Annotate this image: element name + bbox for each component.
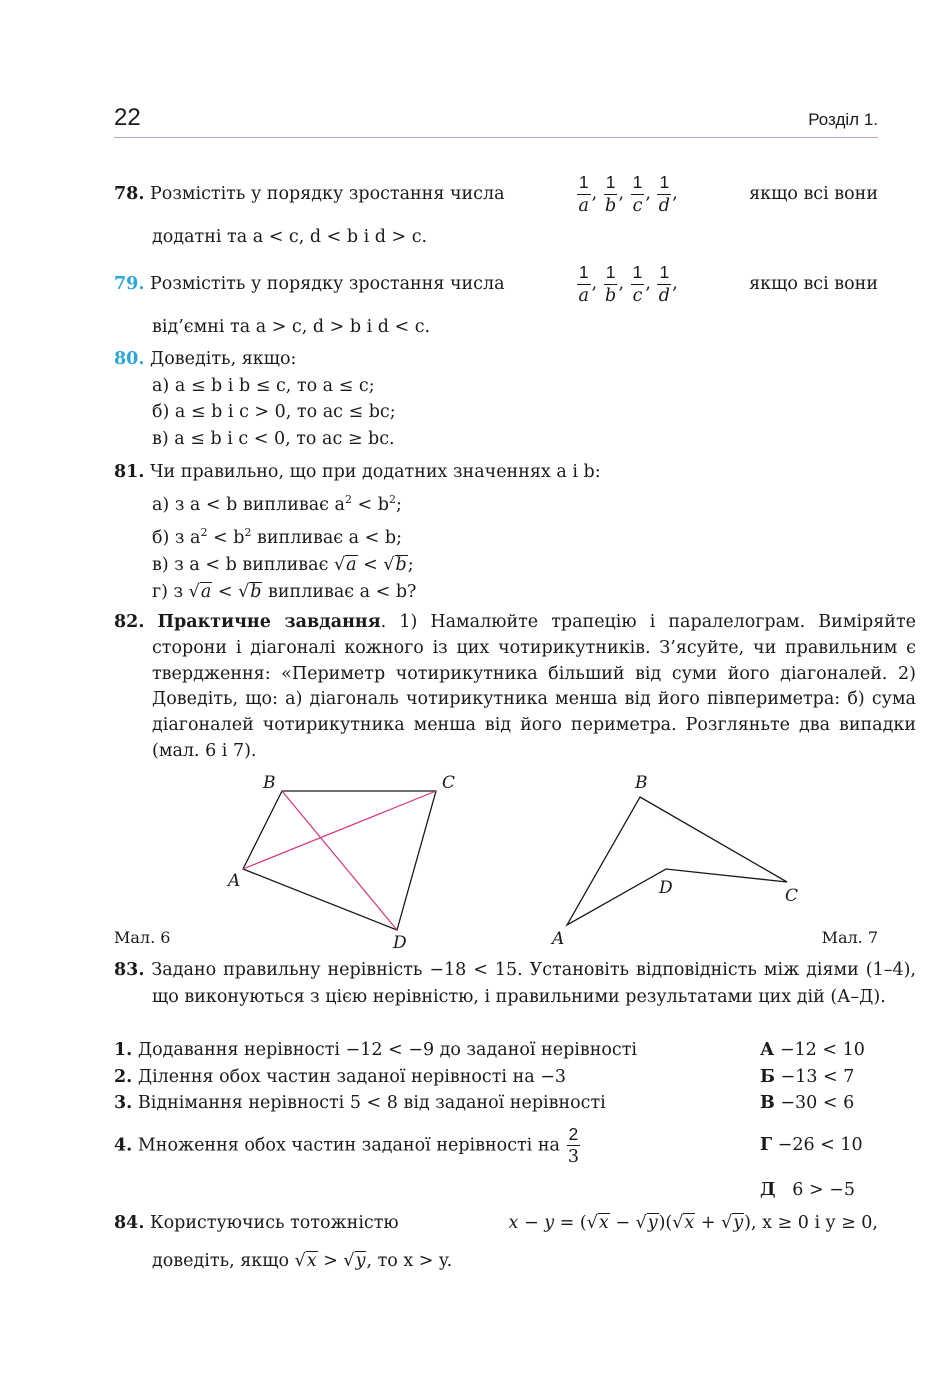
- problem-text: Розмістіть у порядку зростання числа: [150, 183, 505, 204]
- problem-number: 80.: [114, 349, 145, 369]
- list-item: а) з a < b випливає $a^2 < b^2$;: [152, 493, 402, 515]
- problem-text: Розмістіть у порядку зростання числа: [150, 273, 505, 294]
- vertex-label: A: [228, 871, 241, 891]
- problem-text: Користуючись тотожністю: [150, 1213, 399, 1233]
- list-item: г) з √a < √b випливає a < b?: [152, 581, 417, 602]
- problem-84: [114, 1209, 878, 1275]
- table-row: 1. Додавання нерівності −12 < −9 до заданої нерівності А −12 < 10: [114, 1040, 865, 1060]
- vertex-label: D: [659, 878, 673, 898]
- vertex-label: C: [785, 886, 799, 906]
- list-item: б) a ≤ b і c > 0, то ac ≤ bc;: [152, 402, 396, 422]
- list-item: а) a ≤ b і b ≤ c, то a ≤ c;: [152, 375, 375, 396]
- vertex-label: A: [552, 929, 565, 949]
- problem-text-end: якщо всі вони: [749, 183, 878, 204]
- problem-line2: додатні та a < c, d < b і d > c.: [152, 227, 428, 247]
- table-row: Д 6 > −5: [760, 1179, 855, 1200]
- task-title: Практичне завдання: [157, 612, 381, 632]
- matching-table: [114, 1037, 878, 1203]
- problem-text: Чи правильно, що при додатних значеннях a і b:: [150, 462, 601, 482]
- list-item: в) a ≤ b і c < 0, то ac ≥ bc.: [152, 428, 395, 449]
- problem-line2: доведіть, якщо √x > √y, то x > y.: [152, 1251, 453, 1271]
- problem-number: 78.: [114, 183, 145, 204]
- problem-text-end: якщо всі вони: [749, 273, 878, 294]
- vertex-label: B: [635, 773, 648, 793]
- problem-number: 83.: [114, 960, 145, 980]
- table-row: 3. Віднімання нерівності 5 < 8 від заданої нерівності В −30 < 6: [114, 1093, 855, 1113]
- problem-number: 81.: [114, 462, 145, 482]
- list-item: в) з a < b випливає √a < √b;: [152, 554, 414, 575]
- problem-text: . 1) Намалюйте трапецію і паралелограм. Виміряйте сторони і діагоналі кожного із цих чотирикутників. З’ясуйте, чи правильним є твердження: «Периметр чотирикутника більший від суми його діагоналей. 2) Доведіть, що: а) діагональ чотирикутника менша від його півпериметра: б) сума діагоналей чотирикутника менша від його периметра. Розгляньте два випадки (мал. 6 і 7).: [152, 612, 916, 761]
- problem-number: 82.: [114, 612, 145, 632]
- problem-text: Доведіть, якщо:: [150, 349, 297, 369]
- figure-caption: Мал. 7: [821, 928, 878, 947]
- vertex-label: D: [393, 933, 407, 953]
- identity-formula: x − y = (√x − √y)(√x + √y), x ≥ 0 і y ≥ 0,: [508, 1213, 878, 1233]
- fraction-list: $\frac{1}{a}$ , $\frac{1}{b}$ , $\frac{1}{c}$ , $\frac{1}{d}$ ,: [578, 172, 678, 216]
- problem-number: 84.: [114, 1213, 145, 1233]
- problem-83: [114, 957, 916, 1010]
- vertex-label: B: [263, 773, 276, 793]
- table-row: 4. Множення обох частин заданої нерівності на $\frac{2}{3}$ Г −26 < 10: [114, 1123, 863, 1167]
- problem-line2: від’ємні та a > c, d > b і d < c.: [152, 317, 431, 337]
- list-item: б) з $a^2 < b^2$ випливає a < b;: [152, 525, 402, 548]
- vertex-label: C: [442, 773, 456, 793]
- section-title: Розділ 1.: [808, 110, 878, 129]
- problem-number: 79.: [114, 273, 145, 294]
- page-number: 22: [114, 104, 141, 131]
- figure-caption: Мал. 6: [114, 928, 171, 947]
- problem-text: Задано правильну нерівність −18 < 15. Установіть відповідність між діями (1–4), що виконуються з цією нерівністю, і правильними результатами цих дій (А–Д).: [151, 960, 916, 1007]
- table-row: 2. Ділення обох частин заданої нерівності на −3 Б −13 < 7: [114, 1066, 855, 1087]
- fraction-list: $\frac{1}{a}$ , $\frac{1}{b}$ , $\frac{1}{c}$ , $\frac{1}{d}$ ,: [578, 262, 678, 306]
